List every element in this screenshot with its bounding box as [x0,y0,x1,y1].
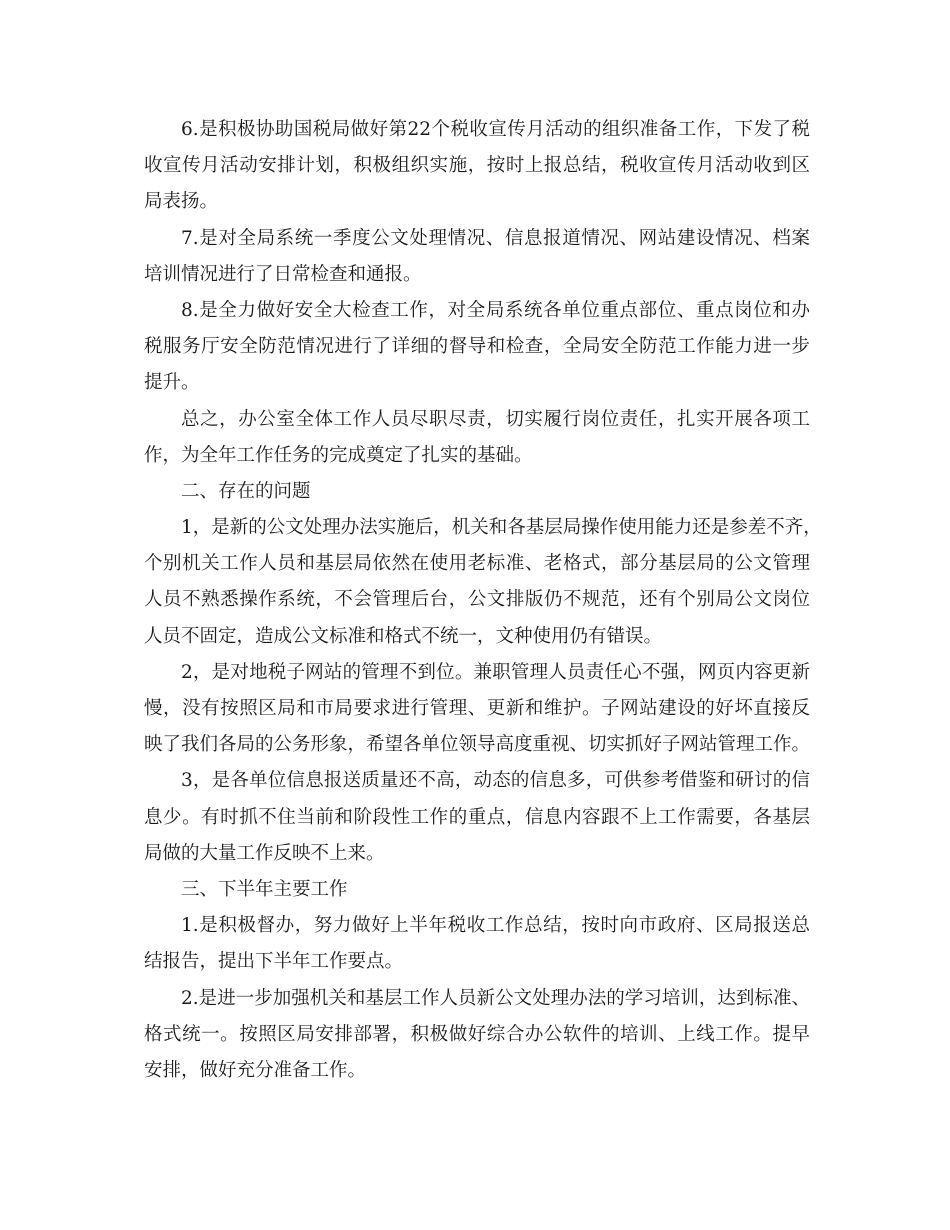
paragraph-problem-1 [144,510,822,655]
text-line: 局做的大量工作反映不上来。 [144,842,385,864]
text-line: 局表扬。 [144,191,219,213]
paragraph-problem-3 [144,763,810,872]
text-line: 税服务厅安全防范情况进行了详细的督导和检查，全局安全防范工作能力进一步 [144,336,810,358]
paragraph-plan-1 [144,908,810,980]
paragraph-item-8 [144,293,810,402]
section-heading-plans [144,872,810,908]
text-line: 人员不固定，造成公文标准和格式不统一，文种使用仍有错误。 [144,625,663,647]
paragraph-summary [144,402,810,474]
text-line: 1，是新的公文处理办法实施后，机关和各基层局操作使用能力还是参差不齐， [181,517,822,539]
heading-text: 二、存在的问题 [181,480,311,502]
text-line: 慢，没有按照区局和市局要求进行管理、更新和维护。子网站建设的好坏直接反 [144,698,810,719]
document-body [144,112,822,1089]
paragraph-problem-2 [144,655,810,764]
text-line: 3，是各单位信息报送质量还不高，动态的信息多，可供参考借鉴和研讨的信 [181,770,810,792]
text-line: 总之，办公室全体工作人员尽职尽责，切实履行岗位责任，扎实开展各项工 [181,408,810,430]
text-line: 人员不熟悉操作系统，不会管理后台，公文排版仍不规范，还有个别局公文岗位 [144,589,810,611]
text-line: 个别机关工作人员和基层局依然在使用老标准、老格式，部分基层局的公文管理 [144,553,810,575]
text-line: 作，为全年工作任务的完成奠定了扎实的基础。 [144,444,533,466]
text-line: 8.是全力做好安全大检查工作，对全局系统各单位重点部位、重点岗位和办 [181,299,810,321]
text-line: 提升。 [144,372,200,394]
heading-text: 三、下半年主要工作 [181,878,348,900]
paragraph-plan-2 [144,981,810,1090]
text-line: 7.是对全局系统一季度公文处理情况、信息报道情况、网站建设情况、档案 [181,227,810,249]
text-line: 收宣传月活动安排计划，积极组织实施，按时上报总结，税收宣传月活动收到区 [144,155,810,177]
paragraph-item-7 [144,221,810,293]
text-line: 培训情况进行了日常检查和通报。 [144,263,422,285]
text-line: 6.是积极协助国税局做好第22个税收宣传月活动的组织准备工作，下发了税 [181,119,810,140]
paragraph-item-6 [144,112,810,221]
text-line: 1.是积极督办，努力做好上半年税收工作总结，按时向市政府、区局报送总 [181,915,810,937]
text-line: 映了我们各局的公务形象，希望各单位领导高度重视、切实抓好子网站管理工作。 [144,734,811,756]
text-line: 格式统一。按照区局安排部署，积极做好综合办公软件的培训、上线工作。提早 [144,1023,810,1045]
text-line: 2，是对地税子网站的管理不到位。兼职管理人员责任心不强，网页内容更新 [181,661,810,683]
text-line: 息少。有时抓不住当前和阶段性工作的重点，信息内容跟不上工作需要，各基层 [144,806,810,828]
text-line: 2.是进一步加强机关和基层工作人员新公文处理办法的学习培训，达到标准、 [181,987,810,1009]
text-line: 安排，做好充分准备工作。 [144,1059,367,1081]
text-line: 结报告，提出下半年工作要点。 [144,951,404,973]
section-heading-problems [144,474,810,510]
